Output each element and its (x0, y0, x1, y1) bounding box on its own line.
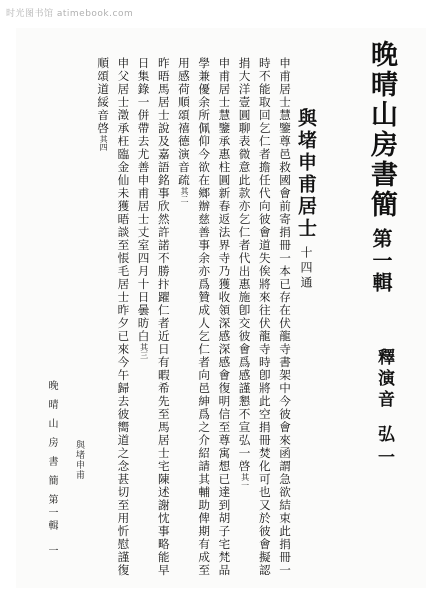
letter-number: 其三 (139, 343, 149, 359)
letter-text: 申甫居士慧鑒承惠柱圓新春返法界寺乃獲收領深感深感會復明信至尊寓想已達到胡子宅梵品學兼優余所佩仰今欲在鄉辦慈善事余亦爲贊成人乞仁者向邑紳爲之介紹請其輔助俾期有成至用感荷順頌禧德演音疏 (176, 57, 232, 577)
margin-title-char: 晚 (46, 380, 57, 393)
letter-text: 昨晤馬居士說及嘉語銘事欣然許諾不勝抃躍仁者近日有暇希先至馬居士宅陳述謝忱事略能早日集錄一併帶去尤善申甫居士丈室四月十日曇昉白 (136, 57, 171, 577)
margin-title-char: 山 (46, 418, 57, 431)
letter-3 (133, 57, 173, 577)
letter-number: 其四 (99, 135, 109, 151)
margin-title-char: 房 (46, 437, 57, 450)
author-line (372, 348, 397, 471)
book-volume: 第一輯 (369, 228, 393, 294)
author-prefix: 釋演音 (374, 348, 394, 411)
letter-text: 申甫居士慧鑒尊邑救國會前寄捐冊一本已存在伏龍寺書架中今彼會來函謂急欲結束此捐冊一時不能取回乞仁者擔任代向彼會道失俟將來往伏龍寺時卽將此空捐冊焚化可也又於彼會擬認捐大洋壹圓聊表微意此款亦乞仁者代出惠施卽交彼會爲感謹懇不宣弘一啓 (237, 57, 292, 577)
margin-title-char: 晴 (46, 399, 57, 412)
section-count: 十四通 (299, 246, 313, 291)
book-title (368, 40, 395, 294)
letters-body (93, 57, 295, 577)
letter-2 (174, 57, 235, 577)
section-title-text: 與堵申甫居士 (295, 108, 317, 240)
margin-title-char: 簡 (46, 475, 57, 488)
margin-title-char: 書 (46, 456, 57, 469)
section-title (293, 108, 320, 291)
watermark-text: 时光图书馆 atimebook.com (6, 9, 134, 19)
page-number: 一 (46, 545, 57, 555)
letter-1 (234, 57, 295, 577)
letter-4 (93, 57, 133, 577)
letter-text: 申父居士澂承枉臨金仙未獲晤談至悵毛居士昨夕已來今午歸去彼嚮道之念甚切至用忻慰謹復順頌道綏音啓 (96, 57, 131, 577)
letter-number: 其一 (240, 473, 250, 489)
margin-volume: 第一輯 (46, 494, 57, 533)
letter-number: 其二 (179, 187, 189, 203)
margin-recipient: 與堵申甫 (74, 440, 84, 480)
book-title-text: 晚晴山房書簡 (366, 40, 397, 220)
margin-book-title (44, 380, 59, 533)
author-name: 弘一 (374, 425, 394, 471)
